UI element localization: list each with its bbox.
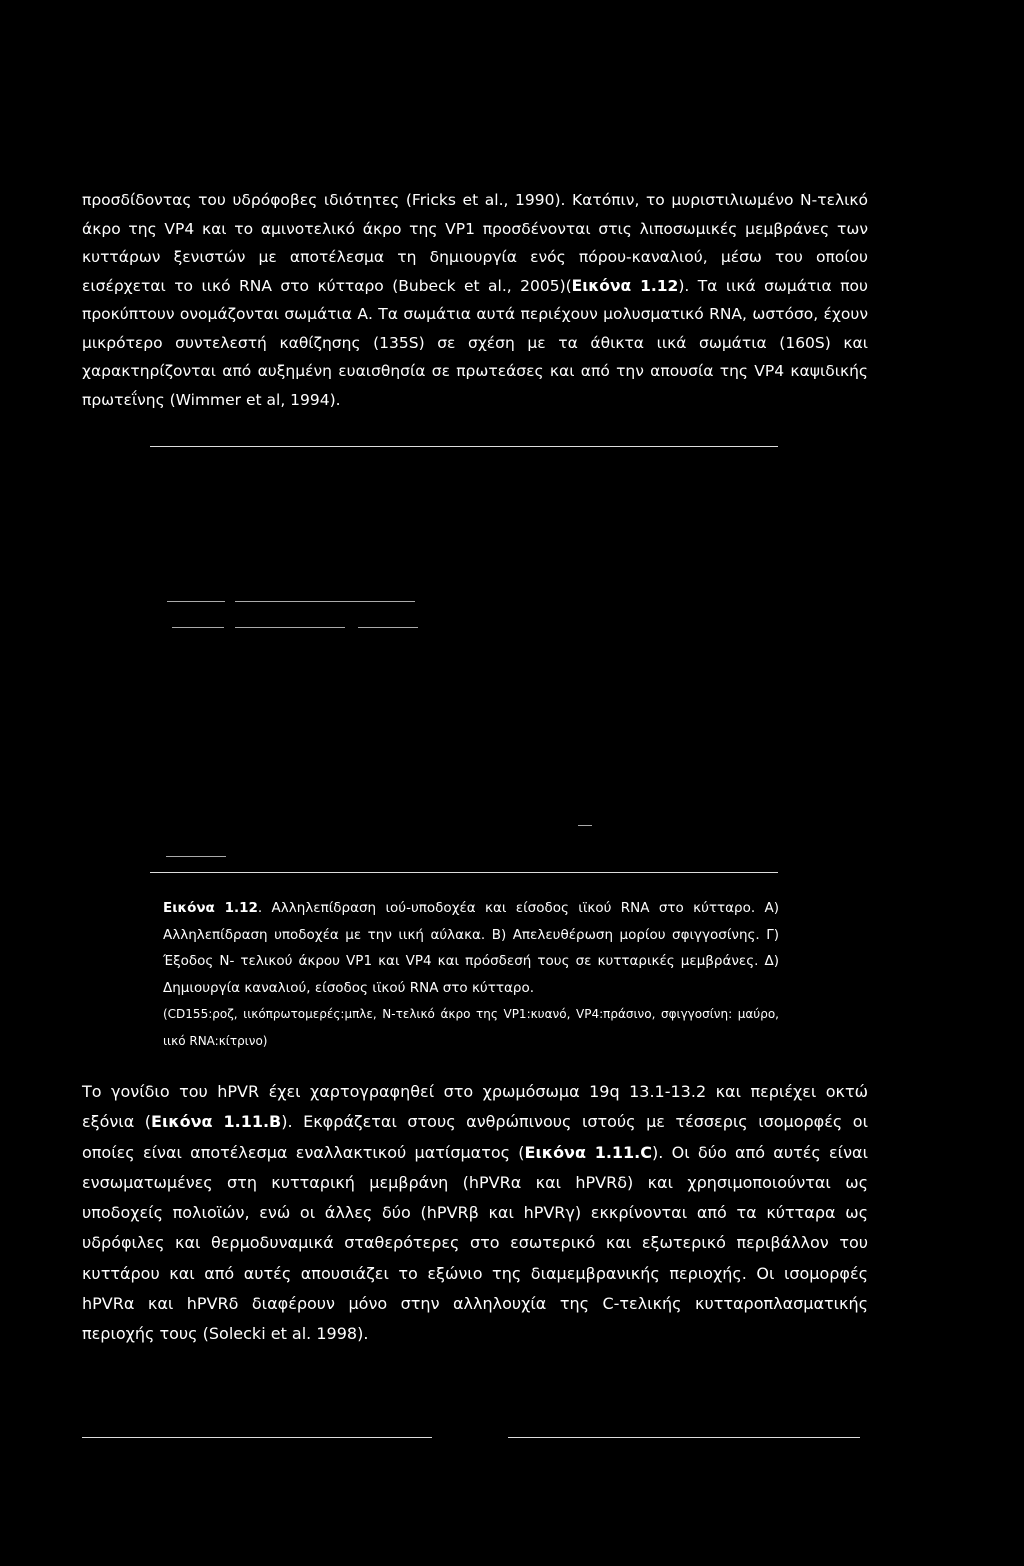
figure-caption	[163, 895, 779, 1054]
body-paragraph-2	[82, 1077, 868, 1350]
divider-line	[167, 601, 225, 602]
divider-line	[82, 1437, 432, 1438]
paragraph-text: προσδίδοντας του υδρόφοβες ιδιότητες (Fricks et al., 1990). Κατόπιν, το μυριστιλιωμένο Ν-τελικό άκρο της VP4 και το αμινοτελικό άκρο της VP1 προσδένονται στις λιποσωμικές μεμβράνες των κυττάρων ξενιστών με αποτέλεσμα τη δημιουργία ενός πόρου-καναλιού, μέσω του οποίου εισέρχεται το ιικό RNA στο κύτταρο (Bubeck et al., 2005)(	[82, 191, 868, 295]
figure-reference: Εικόνα 1.11.Β	[151, 1112, 282, 1132]
divider-line	[150, 872, 778, 873]
divider-line	[150, 446, 778, 447]
paragraph-text: ). Τα ιικά σωμάτια που προκύπτουν ονομάζονται σωμάτια Α. Τα σωμάτια αυτά περιέχουν μολυσματικό RNA, ωστόσο, έχουν μικρότερο συντελεστή καθίζησης (135S) σε σχέση με τα άθικτα ιικά σωμάτια (160S) και χαρακτηρίζονται από αυξημένη ευαισθησία σε πρωτεάσες και από την απουσία της VP4 καψιδικής πρωτεΐνης (Wimmer et al, 1994).	[82, 276, 868, 409]
divider-line	[578, 825, 592, 826]
paragraph-text: Το γονίδιο του hPVR έχει χαρτογραφηθεί στο χρωμόσωμα 19q 13.1-13.2 και περιέχει οκτώ εξόνια (	[82, 1082, 868, 1132]
body-paragraph-1	[82, 186, 868, 414]
divider-line	[508, 1437, 860, 1438]
divider-line	[166, 856, 226, 857]
divider-line	[235, 601, 415, 602]
caption-label: Εικόνα 1.12	[163, 900, 258, 916]
divider-line	[172, 627, 224, 628]
paragraph-text: ). Εκφράζεται στους ανθρώπινους ιστούς με τέσσερις ισομορφές οι οποίες είναι αποτέλεσμα εναλλακτικού ματίσματος (	[82, 1112, 869, 1162]
divider-line	[235, 627, 345, 628]
figure-reference: Εικόνα 1.11.C	[524, 1142, 653, 1162]
paragraph-text: ). Οι δύο από αυτές είναι ενσωματωμένες στη κυτταρική μεμβράνη (hPVRα και hPVRδ) και χρησιμοποιούνται ως υποδοχείς πολιοϊών, ενώ οι άλλες δύο (hPVRβ και hPVRγ) εκκρίνονται από τα κύτταρα ως υδρόφιλες και θερμοδυναμικά σταθερότερες στο εσωτερικό και εξωτερικό περιβάλλον του κυττάρου και από αυτές απουσιάζει το εξώνιο της διαμεμβρανικής περιοχής. Οι ισομορφές hPVRα και hPVRδ διαφέρουν μόνο στην αλληλουχία της C-τελικής κυτταροπλασματικής περιοχής τους (Solecki et al. 1998).	[82, 1142, 868, 1344]
caption-legend: (CD155:ροζ, ιικόπρωτομερές:μπλε, Ν-τελικό άκρο της VP1:κυανό, VP4:πράσινο, σφιγγοσίνη: μαύρο, ιικό RNA:κίτρινο)	[163, 1007, 779, 1048]
caption-text: . Αλληλεπίδραση ιού-υποδοχέα και είσοδος ιϊκού RNA στο κύτταρο. Α) Αλληλεπίδραση υποδοχέα με την ιική αύλακα. Β) Απελευθέρωση μορίου σφιγγοσίνης. Γ) Έξοδος Ν- τελικού άκρου VP1 και VP4 και πρόσδεσή τους σε κυτταρικές μεμβράνες. Δ) Δημιουργία καναλιού, είσοδος ιϊκού RNA στο κύτταρο.	[163, 900, 780, 996]
divider-line	[358, 627, 418, 628]
figure-reference: Εικόνα 1.12	[571, 276, 679, 295]
